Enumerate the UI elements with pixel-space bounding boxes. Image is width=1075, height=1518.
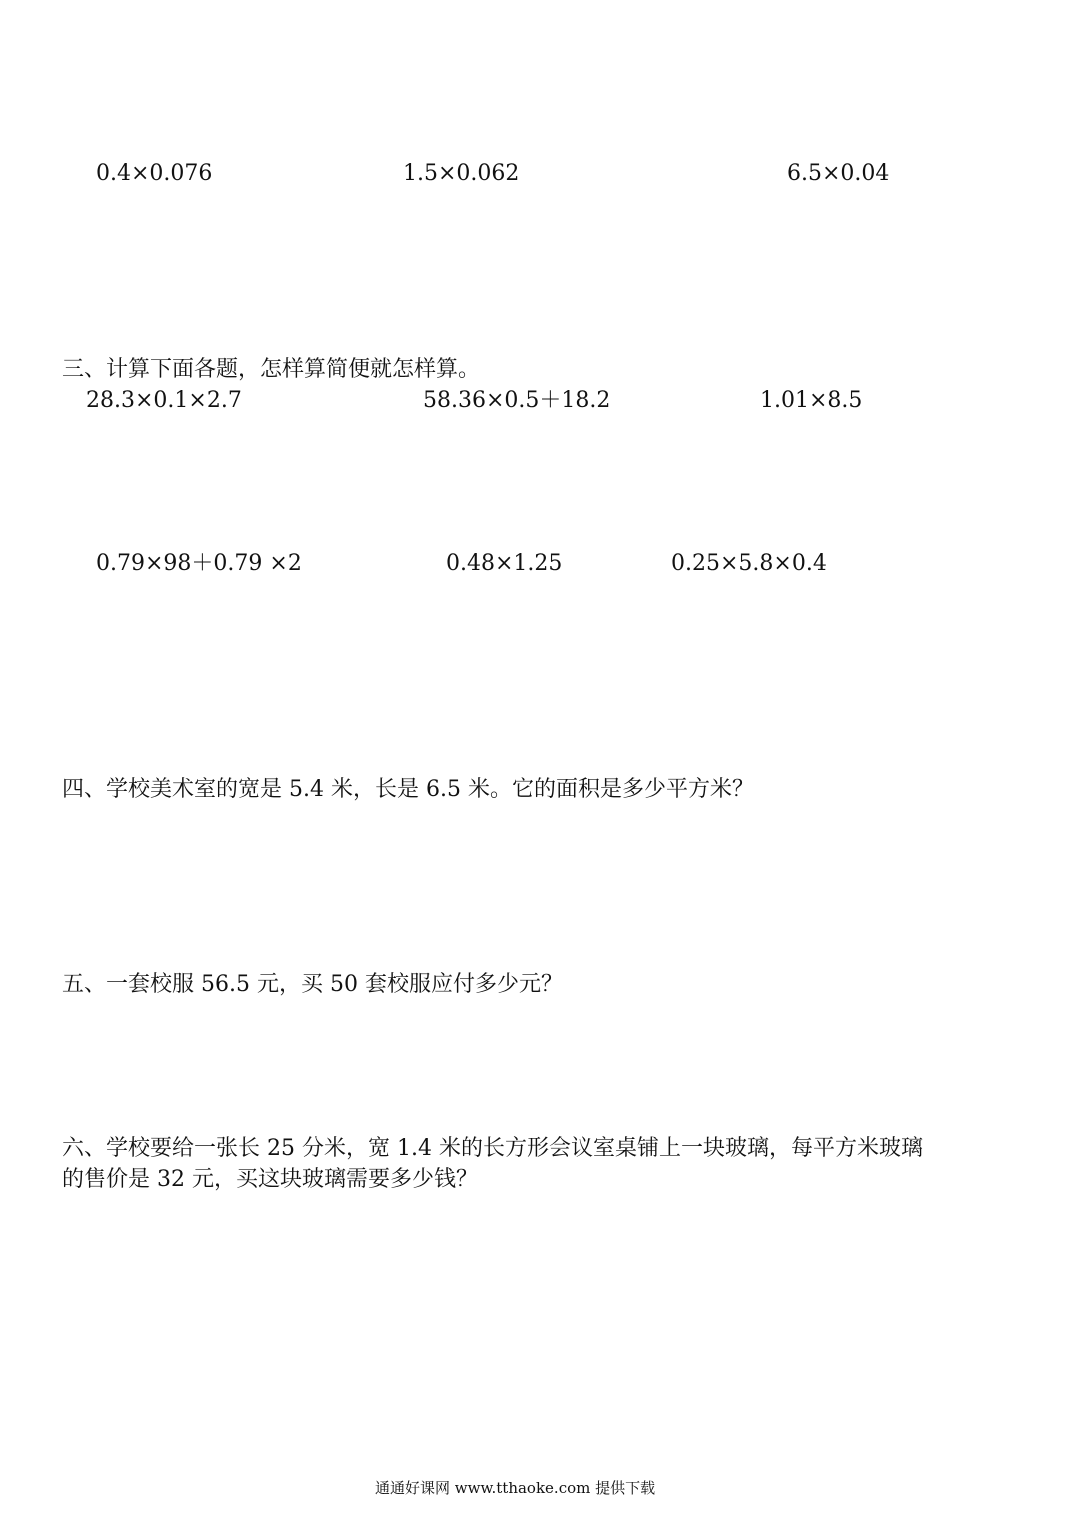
problem-2: 1.5×0.062 [403, 161, 520, 186]
section-4-question: 四、学校美术室的宽是 5.4 米，长是 6.5 米。它的面积是多少平方米？ [62, 777, 754, 802]
section-3-problem-2: 58.36×0.5＋18.2 [423, 388, 611, 413]
section-6-question-line-2: 的售价是 32 元，买这块玻璃需要多少钱？ [62, 1167, 478, 1192]
section-6-question-line-1: 六、学校要给一张长 25 分米，宽 1.4 米的长方形会议室桌铺上一块玻璃，每平方米玻璃 [62, 1136, 923, 1161]
footer-credit: 通通好课网 www.tthaoke.com 提供下载 [375, 1479, 656, 1497]
section-3-problem-5: 0.48×1.25 [446, 551, 563, 576]
problem-3: 6.5×0.04 [787, 161, 890, 186]
section-3-problem-6: 0.25×5.8×0.4 [671, 551, 827, 576]
section-3-problem-1: 28.3×0.1×2.7 [86, 388, 242, 413]
section-3-heading: 三、计算下面各题，怎样算简便就怎样算。 [62, 357, 481, 382]
section-3-problem-3: 1.01×8.5 [760, 388, 863, 413]
problem-1: 0.4×0.076 [96, 161, 213, 186]
section-3-problem-4: 0.79×98＋0.79 ×2 [96, 551, 302, 576]
section-5-question: 五、一套校服 56.5 元，买 50 套校服应付多少元？ [62, 972, 563, 997]
